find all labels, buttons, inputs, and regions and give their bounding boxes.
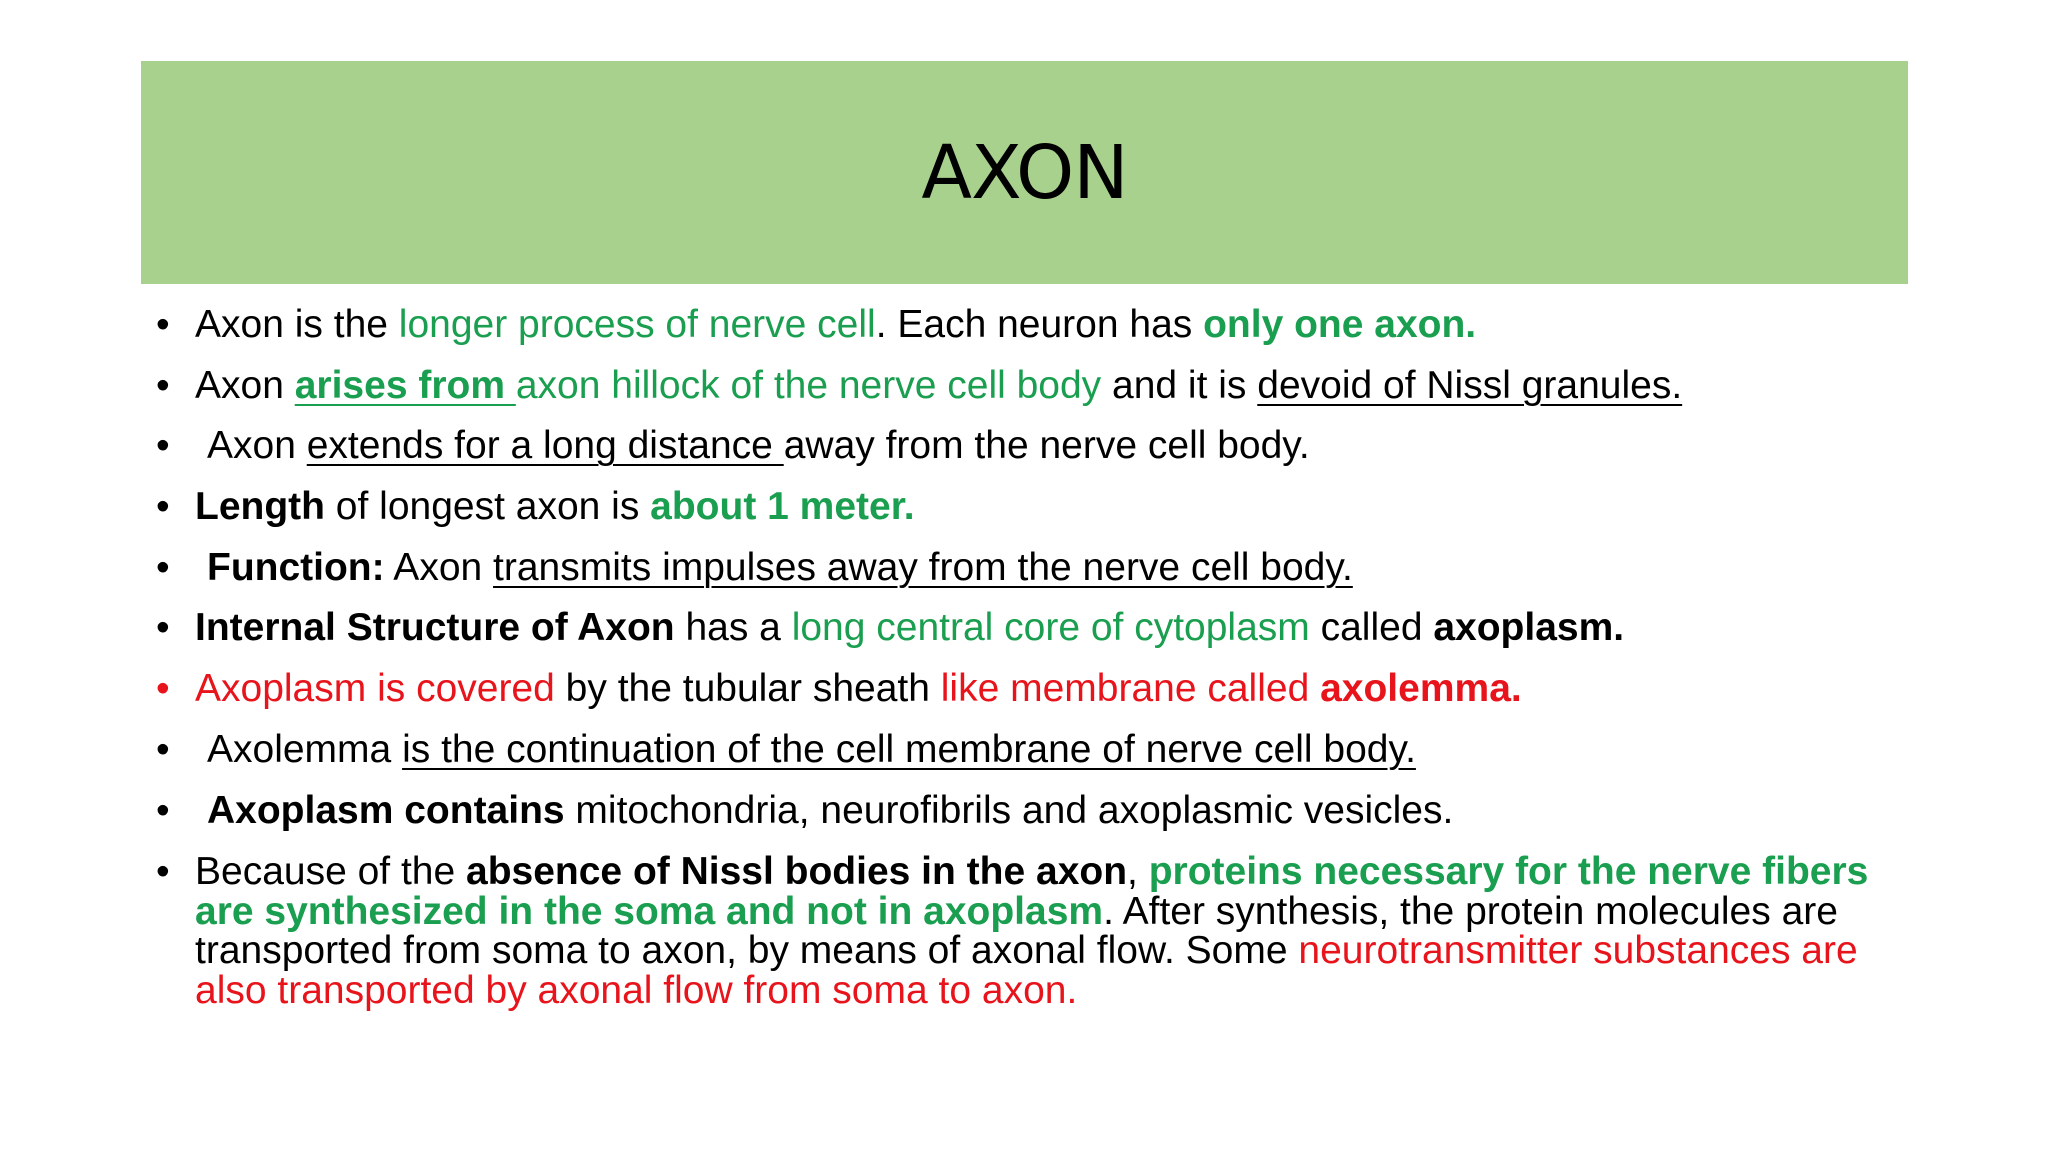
bullet-marker: • <box>156 606 170 650</box>
highlight-green-text: axon hillock of the nerve cell body <box>515 363 1102 407</box>
bullet-marker: • <box>156 545 170 589</box>
bullet-text: , <box>1127 850 1149 894</box>
highlight-green-text: long central core of cytoplasm <box>791 606 1310 650</box>
bullet-item-axoplasm-covered <box>150 664 1930 714</box>
bullet-text: called <box>1309 606 1434 650</box>
bullet-text: and it is <box>1101 363 1258 407</box>
underlined-text: is the continuation of the cell membrane of nerve cell body. <box>402 727 1416 771</box>
underlined-text: devoid of Nissl granules. <box>1257 363 1683 407</box>
highlight-green-bold-text: about 1 meter. <box>650 485 915 529</box>
bullet-marker: • <box>156 303 170 346</box>
bullet-text: by the tubular sheath <box>554 667 941 711</box>
title-banner <box>141 61 1908 284</box>
bullet-text: Axon <box>195 363 295 407</box>
bullet-text: . After synthesis, the protein molecules are transported from soma to axon, by means of axonal flow. Some <box>195 889 1838 973</box>
bold-text: Axoplasm contains <box>207 788 565 832</box>
highlight-green-bold-underlined-text: arises from <box>294 363 516 407</box>
underlined-text: extends for a long distance <box>306 424 784 468</box>
bullet-text: mitochondria, neurofibrils and axoplasmic vesicles. <box>564 788 1454 832</box>
highlight-green-bold-text: proteins necessary for the nerve fibers are synthesized in the soma and not in axoplasm <box>195 850 1869 933</box>
highlight-red-text: neurotransmitter substances are also transported by axonal flow from soma to axon. <box>195 929 1858 1012</box>
bullet-marker: • <box>156 667 170 711</box>
bullet-text: away from the nerve cell body. <box>783 424 1310 468</box>
bullet-text: Axolemma <box>207 727 403 771</box>
highlight-green-bold-text: only one axon. <box>1203 303 1477 346</box>
bullet-marker: • <box>156 727 170 771</box>
slide-title: AXON <box>921 129 1128 216</box>
bullet-text: Axon <box>384 545 494 589</box>
highlight-red-text: like membrane called <box>940 667 1321 711</box>
bullet-text: Because of the <box>195 850 467 894</box>
bullet-text: of longest axon is <box>324 485 651 529</box>
bold-text: Function: <box>207 545 385 589</box>
bullet-marker: • <box>156 788 170 832</box>
bullet-item-internal-structure <box>150 603 1930 653</box>
bullet-item-longer-process <box>150 300 1930 350</box>
bullet-text: Axon <box>207 424 307 468</box>
bullet-list <box>150 300 1930 1021</box>
bullet-item-axoplasm-contains <box>150 786 1930 836</box>
bullet-text: Axon is the <box>195 303 399 346</box>
bullet-marker: • <box>156 485 170 529</box>
bullet-text: . Each neuron has <box>875 303 1204 346</box>
bold-text: absence of Nissl bodies in the axon <box>466 850 1128 894</box>
highlight-green-text: longer process of nerve cell <box>398 303 876 346</box>
bullet-marker: • <box>156 363 170 407</box>
bullet-item-arises-from <box>150 361 1930 411</box>
bullet-text: has a <box>674 606 792 650</box>
underlined-text: transmits impulses away from the nerve cell body. <box>493 545 1353 589</box>
bullet-item-function <box>150 543 1930 593</box>
bold-text: Length <box>195 485 325 529</box>
bold-text: Internal Structure of Axon <box>195 606 675 650</box>
bullet-marker: • <box>156 424 170 468</box>
bullet-item-axolemma <box>150 725 1930 775</box>
bold-text: axoplasm. <box>1433 606 1625 650</box>
highlight-red-text: Axoplasm is covered <box>195 667 555 711</box>
bullet-marker: • <box>156 850 170 894</box>
bullet-item-extends <box>150 421 1930 471</box>
bullet-item-length <box>150 482 1930 532</box>
highlight-red-bold-text: axolemma. <box>1320 667 1522 711</box>
bullet-item-protein-synthesis <box>150 846 1895 1010</box>
